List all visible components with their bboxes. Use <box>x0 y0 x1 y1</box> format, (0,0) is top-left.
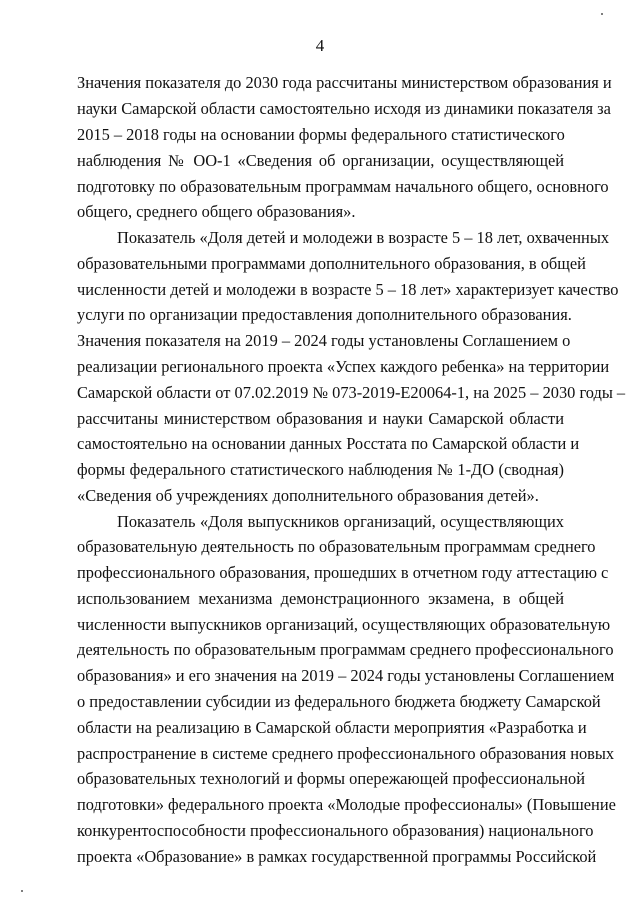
text-line: образовательными программами дополнительного образования, в общей <box>77 254 586 273</box>
text-line: Самарской области от 07.02.2019 № 073-2019-Е20064-1, на 2025 – 2030 годы – <box>77 383 626 402</box>
text-line: наблюдения № ОО-1 «Сведения об организации, осуществляющей <box>77 151 564 170</box>
text-line: использованием механизма демонстрационного экзамена, в общей <box>77 589 564 608</box>
text-line: профессионального образования, прошедших в отчетном году аттестацию с <box>77 563 609 582</box>
text-line: образовательных технологий и формы опережающей профессиональной <box>77 769 586 788</box>
text-line: общего, среднего общего образования». <box>77 202 356 221</box>
text-line: численности детей и молодежи в возрасте 5 – 18 лет» характеризует качество <box>77 280 619 299</box>
text-line: численности выпускников организаций, осуществляющих образовательную <box>77 615 611 634</box>
text-line: формы федерального статистического наблюдения № 1-ДО (сводная) <box>77 460 564 479</box>
text-line: распространение в системе среднего профессионального образования новых <box>77 744 615 763</box>
text-line: образовательную деятельность по образовательным программам среднего <box>77 537 596 556</box>
text-line: подготовку по образовательным программам начального общего, основного <box>77 177 609 196</box>
text-line: Значения показателя на 2019 – 2024 годы установлены Соглашением о <box>77 331 571 350</box>
text-line: подготовки» федерального проекта «Молодые профессионалы» (Повышение <box>77 795 616 814</box>
text-line: самостоятельно на основании данных Росстата по Самарской области и <box>77 434 580 453</box>
text-line: проекта «Образование» в рамках государственной программы Российской <box>77 847 597 866</box>
text-line: 2015 – 2018 годы на основании формы федерального статистического <box>77 125 565 144</box>
scan-speck <box>21 890 23 892</box>
text-line: о предоставлении субсидии из федерального бюджета бюджету Самарской <box>77 692 601 711</box>
text-line: образования» и его значения на 2019 – 2024 годы установлены Соглашением <box>77 666 615 685</box>
text-line: рассчитаны министерством образования и науки Самарской области <box>77 409 564 428</box>
text-line: Показатель «Доля выпускников организаций, осуществляющих <box>117 512 564 531</box>
text-line: конкурентоспособности профессионального образования) национального <box>77 821 594 840</box>
text-line: науки Самарской области самостоятельно исходя из динамики показателя за <box>77 99 611 118</box>
scan-speck <box>601 13 603 15</box>
text-line: услуги по организации предоставления дополнительного образования. <box>77 305 572 324</box>
text-line: «Сведения об учреждениях дополнительного образования детей». <box>77 486 539 505</box>
text-line: деятельность по образовательным программам среднего профессионального <box>77 640 614 659</box>
text-line: реализации регионального проекта «Успех каждого ребенка» на территории <box>77 357 610 376</box>
text-line: Показатель «Доля детей и молодежи в возрасте 5 – 18 лет, охваченных <box>117 228 610 247</box>
text-line: Значения показателя до 2030 года рассчитаны министерством образования и <box>77 73 612 92</box>
text-line: области на реализацию в Самарской области мероприятия «Разработка и <box>77 718 587 737</box>
page-number: 4 <box>315 36 325 55</box>
